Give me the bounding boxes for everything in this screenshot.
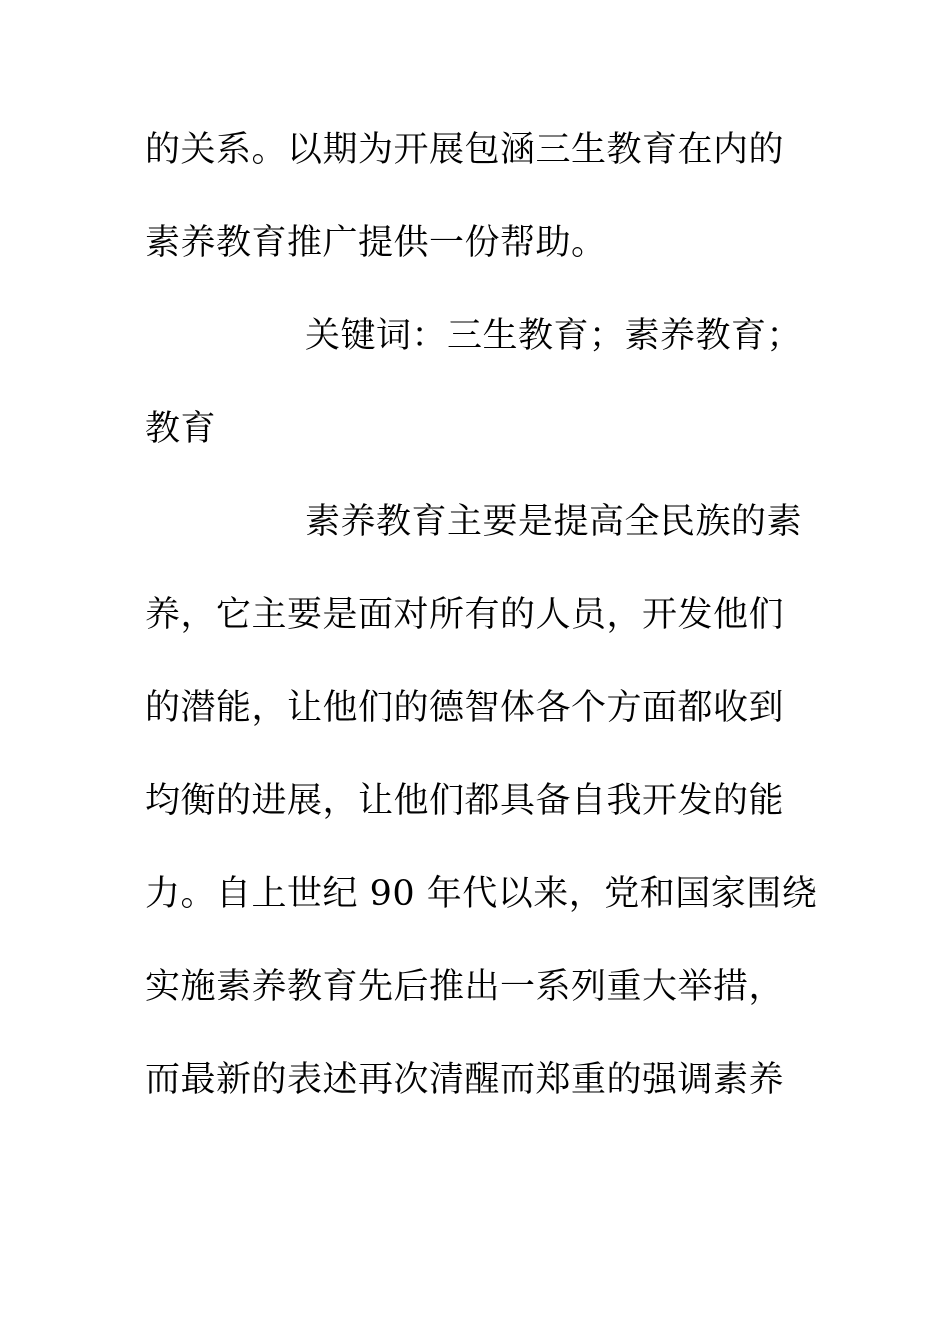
- text-line: 的关系。以期为开展包涵三生教育在内的: [145, 130, 785, 170]
- text-line: 而最新的表述再次清醒而郑重的强调素养: [145, 1060, 785, 1100]
- text-line: 养，它主要是面对所有的人员，开发他们: [145, 595, 785, 635]
- keywords-continuation: 教育: [145, 409, 217, 449]
- paragraph-start: 素养教育主要是提高全民族的素: [305, 502, 803, 542]
- text-line: 的潜能，让他们的德智体各个方面都收到: [145, 688, 785, 728]
- text-line: 均衡的进展，让他们都具备自我开发的能: [145, 781, 785, 821]
- body-text: [145, 116, 818, 1139]
- text-line: 素养教育推广提供一份帮助。: [145, 223, 607, 263]
- text-line: 实施素养教育先后推出一系列重大举措，: [145, 967, 785, 1007]
- keywords-line: 关键词：三生教育；素养教育；: [305, 316, 803, 356]
- text-line: 力。自上世纪 90 年代以来，党和国家围绕: [145, 874, 818, 914]
